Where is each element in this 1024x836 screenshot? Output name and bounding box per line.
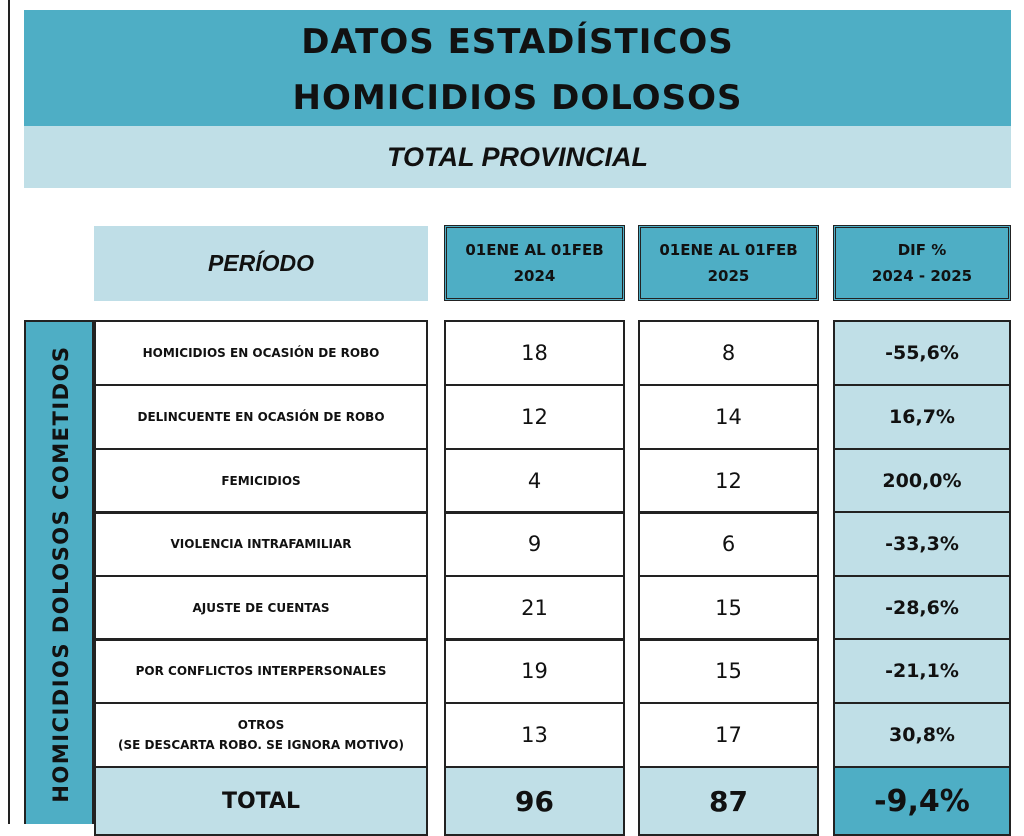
dif-percent-text: -55,6% xyxy=(885,342,959,364)
row-label xyxy=(94,575,428,641)
total-2024-text: 96 xyxy=(515,784,554,818)
dif-percent-text: -33,3% xyxy=(885,533,959,555)
row-label-text: DELINCUENTE EN OCASIÓN DE ROBO xyxy=(137,410,385,424)
value-2024 xyxy=(444,638,625,704)
value-2024 xyxy=(444,511,625,577)
total-label xyxy=(94,766,428,836)
column-header-2024 xyxy=(444,225,625,301)
side-category-label xyxy=(24,320,94,824)
dif-percent-text: 16,7% xyxy=(889,406,955,428)
value-2025 xyxy=(638,384,819,450)
row-label xyxy=(94,448,428,514)
column-header-dif xyxy=(833,225,1011,301)
dif-percent xyxy=(833,384,1011,450)
value-2025 xyxy=(638,575,819,641)
value-2025 xyxy=(638,448,819,514)
period-header: PERÍODO xyxy=(94,226,428,301)
dif-percent xyxy=(833,320,1011,386)
dif-percent xyxy=(833,702,1011,768)
value-2025 xyxy=(638,511,819,577)
value-2025-text: 15 xyxy=(715,596,742,620)
column-header-dif-label: DIF % xyxy=(897,241,947,259)
total-dif xyxy=(833,766,1011,836)
total-2025 xyxy=(638,766,819,836)
total-2024 xyxy=(444,766,625,836)
total-label-text: TOTAL xyxy=(221,788,301,814)
column-header-year: 2025 xyxy=(707,267,750,285)
total-dif-text: -9,4% xyxy=(874,783,970,819)
column-header-range: 01ENE AL 01FEB xyxy=(465,241,604,259)
value-2024-text: 18 xyxy=(521,341,548,365)
column-header-year: 2024 xyxy=(513,267,556,285)
dif-percent xyxy=(833,511,1011,577)
row-label-text: POR CONFLICTOS INTERPERSONALES xyxy=(135,664,387,678)
column-header-dif-years: 2024 - 2025 xyxy=(871,267,973,285)
value-2025-text: 6 xyxy=(721,532,736,556)
region-title: TOTAL PROVINCIAL xyxy=(24,126,1011,188)
dif-percent xyxy=(833,638,1011,704)
value-2025-text: 8 xyxy=(721,341,736,365)
column-header-range: 01ENE AL 01FEB xyxy=(659,241,798,259)
value-2025 xyxy=(638,702,819,768)
value-2024 xyxy=(444,448,625,514)
dif-percent xyxy=(833,575,1011,641)
value-2024 xyxy=(444,575,625,641)
value-2025-text: 15 xyxy=(715,659,742,683)
value-2025-text: 17 xyxy=(715,723,742,747)
row-label-text: OTROS xyxy=(237,718,285,732)
page-title: DATOS ESTADÍSTICOS xyxy=(301,22,734,62)
column-header-2025 xyxy=(638,225,819,301)
value-2024-text: 12 xyxy=(521,405,548,429)
total-2025-text: 87 xyxy=(709,784,748,818)
dif-percent-text: 200,0% xyxy=(882,470,962,492)
row-sublabel: (SE DESCARTA ROBO. SE IGNORA MOTIVO) xyxy=(118,738,404,752)
row-label-text: HOMICIDIOS EN OCASIÓN DE ROBO xyxy=(142,346,380,360)
value-2025-text: 14 xyxy=(715,405,742,429)
value-2024 xyxy=(444,702,625,768)
value-2024 xyxy=(444,320,625,386)
row-label-text: AJUSTE DE CUENTAS xyxy=(192,601,330,615)
row-label xyxy=(94,702,428,768)
value-2024-text: 21 xyxy=(521,596,548,620)
side-category-text: HOMICIDIOS DOLOSOS COMETIDOS xyxy=(49,345,73,803)
row-label xyxy=(94,320,428,386)
value-2024-text: 19 xyxy=(521,659,548,683)
value-2024-text: 13 xyxy=(521,723,548,747)
value-2024-text: 4 xyxy=(527,469,542,493)
dif-percent xyxy=(833,448,1011,514)
row-label xyxy=(94,384,428,450)
value-2025-text: 12 xyxy=(715,469,742,493)
dif-percent-text: 30,8% xyxy=(889,724,955,746)
title-band xyxy=(24,10,1011,126)
dif-percent-text: -21,1% xyxy=(885,660,959,682)
row-label xyxy=(94,638,428,704)
row-label-text: FEMICIDIOS xyxy=(221,474,301,488)
page-subtitle: HOMICIDIOS DOLOSOS xyxy=(292,78,743,118)
value-2025 xyxy=(638,320,819,386)
page-border xyxy=(8,0,10,824)
value-2024 xyxy=(444,384,625,450)
dif-percent-text: -28,6% xyxy=(885,597,959,619)
value-2024-text: 9 xyxy=(527,532,542,556)
row-label-text: VIOLENCIA INTRAFAMILIAR xyxy=(170,537,352,551)
value-2025 xyxy=(638,638,819,704)
row-label xyxy=(94,511,428,577)
